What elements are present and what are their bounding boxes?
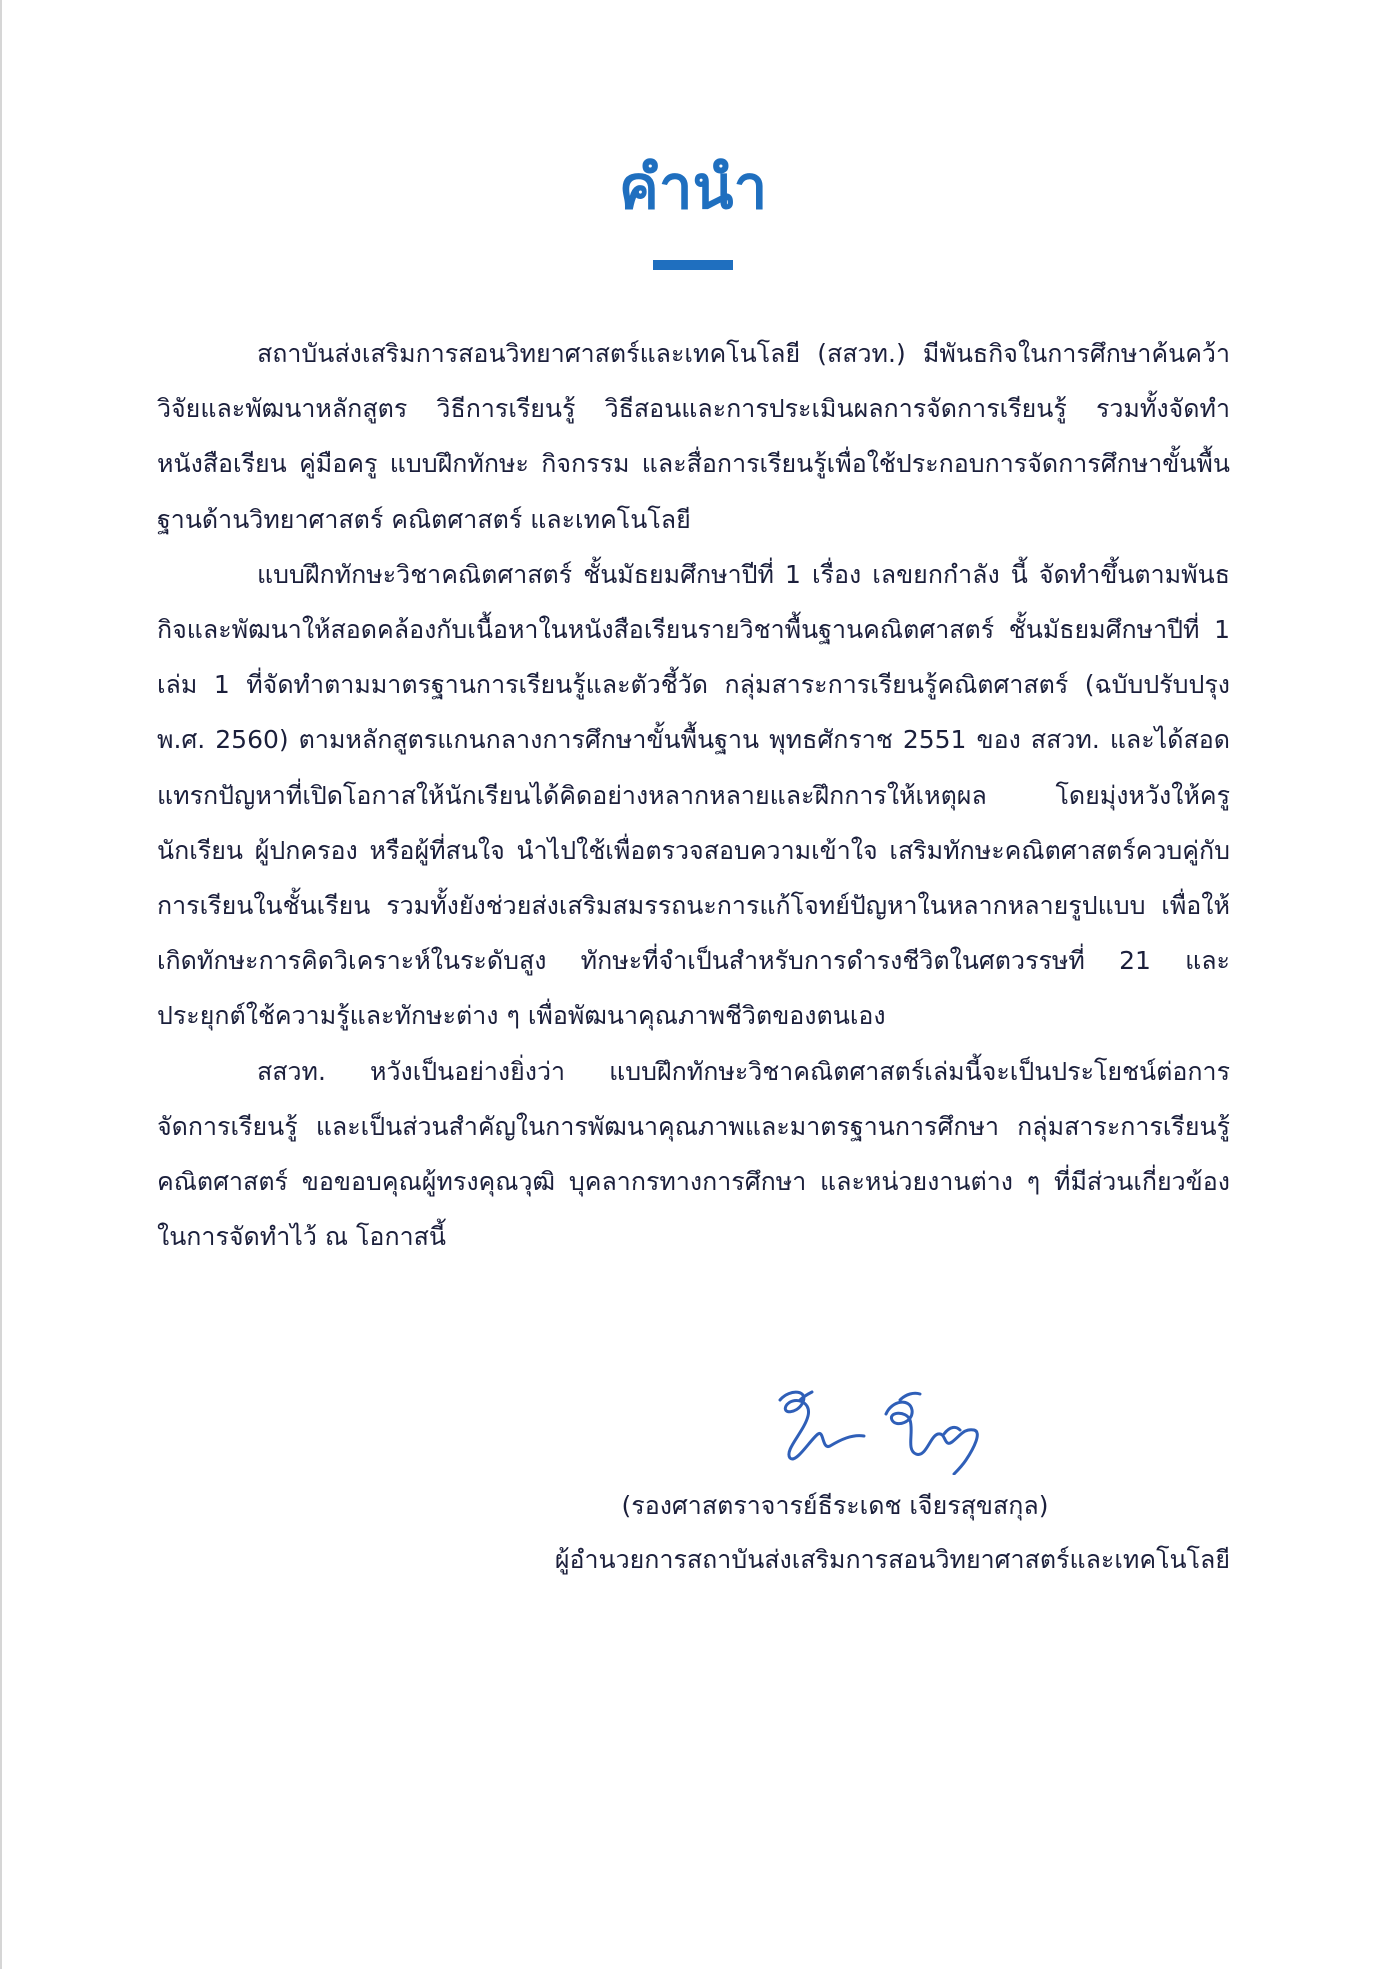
preface-body <box>157 326 1230 1264</box>
title-underline <box>653 260 733 270</box>
paragraph-1: สถาบันส่งเสริมการสอนวิทยาศาสตร์และเทคโนโลยี (สสวท.) มีพันธกิจในการศึกษาค้นคว้า วิจัยและพัฒนาหลักสูตร วิธีการเรียนรู้ วิธีสอนและการประเมินผลการจัดการเรียนรู้ รวมทั้งจัดทำหนังสือเรียน คู่มือครู แบบฝึกทักษะ กิจกรรม และสื่อการเรียนรู้เพื่อใช้ประกอบการจัดการศึกษาขั้นพื้นฐานด้านวิทยาศาสตร์ คณิตศาสตร์ และเทคโนโลยี <box>157 339 1230 534</box>
paragraph-2: แบบฝึกทักษะวิชาคณิตศาสตร์ ชั้นมัธยมศึกษาปีที่ 1 เรื่อง เลขยกกำลัง นี้ จัดทำขึ้นตามพันธกิจและพัฒนาให้สอดคล้องกับเนื้อหาในหนังสือเรียนรายวิชาพื้นฐานคณิตศาสตร์ ชั้นมัธยมศึกษาปีที่ 1 เล่ม 1 ที่จัดทำตามมาตรฐานการเรียนรู้และตัวชี้วัด กลุ่มสาระการเรียนรู้คณิตศาสตร์ (ฉบับปรับปรุง พ.ศ. 2560) ตามหลักสูตรแกนกลางการศึกษาขั้นพื้นฐาน พุทธศักราช 2551 ของ สสวท. และได้สอดแทรกปัญหาที่เปิดโอกาสให้นักเรียนได้คิดอย่างหลากหลายและฝึกการให้เหตุผล โดยมุ่งหวังให้ครู นักเรียน ผู้ปกครอง หรือผู้ที่สนใจ นำไปใช้เพื่อตรวจสอบความเข้าใจ เสริมทักษะคณิตศาสตร์ควบคู่กับการเรียนในชั้นเรียน รวมทั้งยังช่วยส่งเสริมสมรรถนะการแก้โจทย์ปัญหาในหลากหลายรูปแบบ เพื่อให้เกิดทักษะการคิดวิเคราะห์ในระดับสูง ทักษะที่จำเป็นสำหรับการดำรงชีวิตในศตวรรษที่ 21 และประยุกต์ใช้ความรู้และทักษะต่าง ๆ เพื่อพัฒนาคุณภาพชีวิตของตนเอง <box>157 559 1230 1031</box>
page-left-edge <box>0 0 2 1969</box>
paragraph-3: สสวท. หวังเป็นอย่างยิ่งว่า แบบฝึกทักษะวิชาคณิตศาสตร์เล่มนี้จะเป็นประโยชน์ต่อการจัดการเรียนรู้ และเป็นส่วนสำคัญในการพัฒนาคุณภาพและมาตรฐานการศึกษา กลุ่มสาระการเรียนรู้คณิตศาสตร์ ขอขอบคุณผู้ทรงคุณวุฒิ บุคลากรทางการศึกษา และหน่วยงานต่าง ๆ ที่มีส่วนเกี่ยวข้องในการจัดทำไว้ ณ โอกาสนี้ <box>157 1056 1230 1252</box>
handwritten-signature <box>760 1370 1000 1475</box>
page-title: คำนำ <box>618 153 768 223</box>
signatory-name: (รองศาสตราจารย์ธีระเดช เจียรสุขสกุล) <box>621 1491 1049 1520</box>
signatory-position: ผู้อำนวยการสถาบันส่งเสริมการสอนวิทยาศาสตร์และเทคโนโลยี <box>554 1545 1230 1574</box>
